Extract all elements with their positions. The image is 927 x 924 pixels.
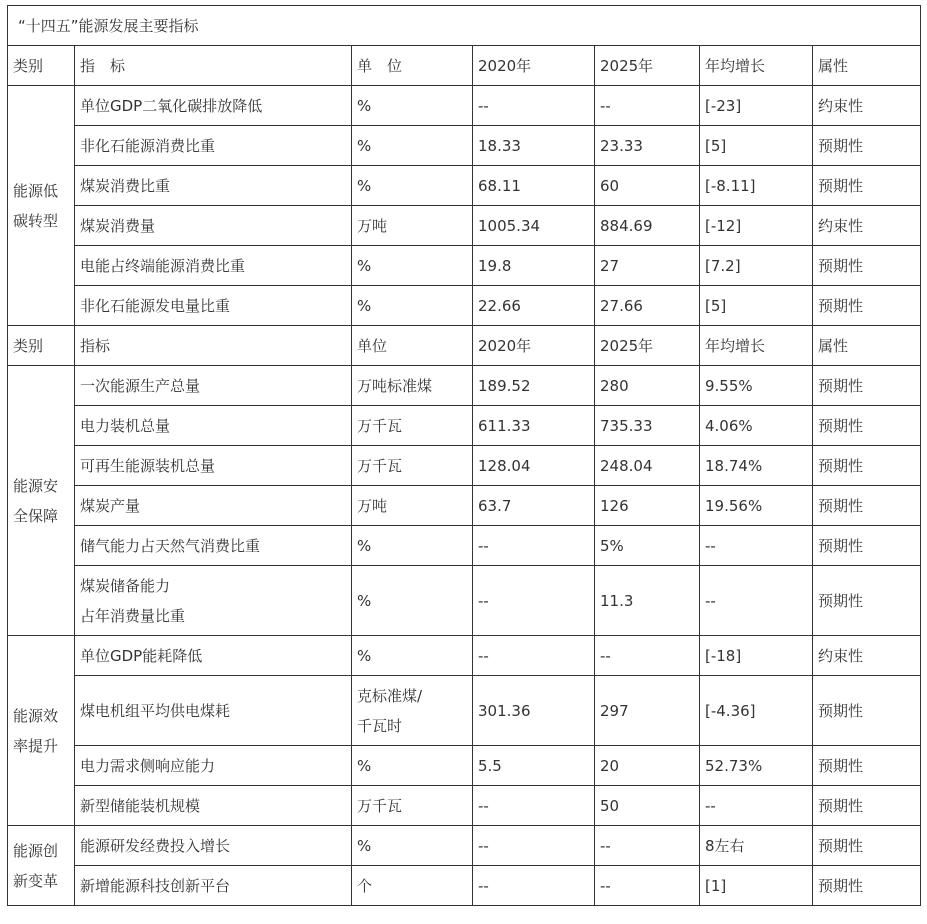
value-2020-cell: -- [473,566,595,636]
indicator-cell: 单位GDP二氧化碳排放降低 [75,86,352,126]
growth-cell: [7.2] [700,246,813,286]
attribute-cell: 预期性 [813,286,921,326]
value-2025-cell: 50 [595,786,700,826]
growth-cell: [-4.36] [700,676,813,746]
energy-indicators-table [7,5,921,906]
indicator-cell: 煤炭消费量 [75,206,352,246]
indicator-cell: 煤炭消费比重 [75,166,352,206]
growth-cell: [-8.11] [700,166,813,206]
value-2025-cell: 11.3 [595,566,700,636]
value-2025-cell: -- [595,86,700,126]
table-row [8,166,921,206]
attribute-cell: 预期性 [813,406,921,446]
table-row [8,676,921,746]
value-2025-cell: 27 [595,246,700,286]
attribute-cell: 约束性 [813,636,921,676]
value-2020-cell: 19.8 [473,246,595,286]
growth-cell: 52.73% [700,746,813,786]
value-2020-cell: 5.5 [473,746,595,786]
unit-cell: % [352,166,473,206]
indicator-cell: 非化石能源发电量比重 [75,286,352,326]
header-attribute: 属性 [813,46,921,86]
attribute-cell: 约束性 [813,86,921,126]
indicator-cell: 煤电机组平均供电煤耗 [75,676,352,746]
category-cell-innovation [8,826,75,906]
unit-cell: % [352,746,473,786]
unit-cell: 万吨标准煤 [352,366,473,406]
value-2020-cell: 1005.34 [473,206,595,246]
table-row [8,486,921,526]
indicator-cell: 电力装机总量 [75,406,352,446]
header-2025: 2025年 [595,326,700,366]
header-indicator: 指 标 [75,46,352,86]
unit-cell: % [352,636,473,676]
unit-line: 千瓦时 [357,716,403,735]
growth-cell: [1] [700,866,813,906]
indicator-line: 占年消费量比重 [80,606,186,625]
growth-cell: -- [700,526,813,566]
attribute-cell: 约束性 [813,206,921,246]
growth-cell: [-23] [700,86,813,126]
indicator-cell: 新增能源科技创新平台 [75,866,352,906]
growth-cell: 4.06% [700,406,813,446]
value-2025-cell: 60 [595,166,700,206]
value-2020-cell: -- [473,866,595,906]
growth-cell: [-18] [700,636,813,676]
unit-cell: % [352,246,473,286]
value-2020-cell: 18.33 [473,126,595,166]
value-2020-cell: -- [473,786,595,826]
header-category: 类别 [8,46,75,86]
indicator-line: 煤炭储备能力 [80,576,171,595]
value-2025-cell: 280 [595,366,700,406]
unit-cell: 万千瓦 [352,406,473,446]
unit-line: 克标准煤/ [357,686,423,705]
attribute-cell: 预期性 [813,746,921,786]
value-2020-cell: 128.04 [473,446,595,486]
table-header-row [8,326,921,366]
unit-cell: 万千瓦 [352,446,473,486]
attribute-cell: 预期性 [813,166,921,206]
category-cell-security [8,366,75,636]
attribute-cell: 预期性 [813,676,921,746]
header-growth: 年均增长 [700,326,813,366]
growth-cell: 9.55% [700,366,813,406]
value-2025-cell: 23.33 [595,126,700,166]
table-row [8,526,921,566]
unit-cell: % [352,86,473,126]
table-row [8,366,921,406]
category-label: 能源效 [13,706,59,725]
value-2025-cell: -- [595,826,700,866]
header-2020: 2020年 [473,46,595,86]
unit-cell: % [352,126,473,166]
growth-cell: [5] [700,126,813,166]
indicator-cell: 新型储能装机规模 [75,786,352,826]
table-row [8,446,921,486]
attribute-cell: 预期性 [813,126,921,166]
table-row [8,286,921,326]
growth-cell: -- [700,566,813,636]
value-2025-cell: -- [595,866,700,906]
category-cell-efficiency [8,636,75,826]
table-title-row [8,6,921,46]
attribute-cell: 预期性 [813,786,921,826]
indicator-cell: 能源研发经费投入增长 [75,826,352,866]
growth-cell: 8左右 [700,826,813,866]
value-2020-cell: -- [473,526,595,566]
header-unit: 单 位 [352,46,473,86]
attribute-cell: 预期性 [813,446,921,486]
table-title: “十四五”能源发展主要指标 [8,6,921,46]
value-2020-cell: 68.11 [473,166,595,206]
value-2020-cell: 22.66 [473,286,595,326]
value-2020-cell: -- [473,86,595,126]
attribute-cell: 预期性 [813,246,921,286]
header-indicator: 指标 [75,326,352,366]
growth-cell: 19.56% [700,486,813,526]
header-category: 类别 [8,326,75,366]
indicator-cell [75,566,352,636]
indicator-cell: 储气能力占天然气消费比重 [75,526,352,566]
value-2025-cell: 297 [595,676,700,746]
value-2025-cell: 735.33 [595,406,700,446]
indicator-cell: 可再生能源装机总量 [75,446,352,486]
category-label: 能源创 [13,841,59,860]
growth-cell: [-12] [700,206,813,246]
attribute-cell: 预期性 [813,366,921,406]
indicator-cell: 一次能源生产总量 [75,366,352,406]
table-row [8,866,921,906]
unit-cell: 万吨 [352,206,473,246]
value-2020-cell: 189.52 [473,366,595,406]
value-2025-cell: 248.04 [595,446,700,486]
value-2025-cell: 5% [595,526,700,566]
value-2025-cell: 126 [595,486,700,526]
unit-cell: 个 [352,866,473,906]
value-2025-cell: 27.66 [595,286,700,326]
category-label: 新变革 [13,871,59,890]
table-header-row [8,46,921,86]
header-unit: 单位 [352,326,473,366]
table-row [8,566,921,636]
table-row [8,826,921,866]
growth-cell: [5] [700,286,813,326]
unit-cell: % [352,526,473,566]
table-row [8,636,921,676]
attribute-cell: 预期性 [813,826,921,866]
header-attribute: 属性 [813,326,921,366]
attribute-cell: 预期性 [813,526,921,566]
category-label: 率提升 [13,736,59,755]
table-row [8,786,921,826]
growth-cell: -- [700,786,813,826]
value-2025-cell: -- [595,636,700,676]
indicator-cell: 电力需求侧响应能力 [75,746,352,786]
value-2020-cell: -- [473,826,595,866]
category-label: 碳转型 [13,211,59,230]
indicator-cell: 非化石能源消费比重 [75,126,352,166]
attribute-cell: 预期性 [813,566,921,636]
value-2025-cell: 20 [595,746,700,786]
table-row [8,246,921,286]
value-2020-cell: 611.33 [473,406,595,446]
header-2020: 2020年 [473,326,595,366]
value-2020-cell: -- [473,636,595,676]
attribute-cell: 预期性 [813,486,921,526]
category-label: 能源低 [13,181,59,200]
table-row [8,86,921,126]
unit-cell: 万吨 [352,486,473,526]
unit-cell: % [352,286,473,326]
table-row [8,206,921,246]
category-cell-low-carbon [8,86,75,326]
table-row [8,406,921,446]
category-label: 能源安 [13,476,59,495]
value-2025-cell: 884.69 [595,206,700,246]
value-2020-cell: 301.36 [473,676,595,746]
attribute-cell: 预期性 [813,866,921,906]
unit-cell: % [352,826,473,866]
unit-cell [352,676,473,746]
unit-cell: 万千瓦 [352,786,473,826]
unit-cell: % [352,566,473,636]
indicator-cell: 电能占终端能源消费比重 [75,246,352,286]
value-2020-cell: 63.7 [473,486,595,526]
growth-cell: 18.74% [700,446,813,486]
indicator-cell: 煤炭产量 [75,486,352,526]
table-row [8,126,921,166]
category-label: 全保障 [13,506,59,525]
header-2025: 2025年 [595,46,700,86]
indicator-cell: 单位GDP能耗降低 [75,636,352,676]
header-growth: 年均增长 [700,46,813,86]
table-row [8,746,921,786]
